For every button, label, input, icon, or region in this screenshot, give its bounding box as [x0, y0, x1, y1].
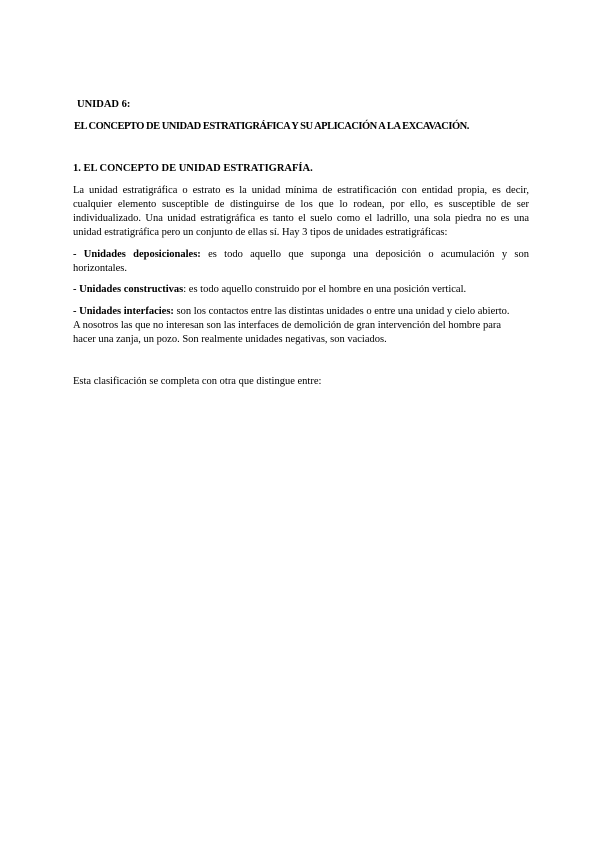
- type-interfacies-term: - Unidades interfacies:: [73, 306, 174, 317]
- type-interfacies-line-3: hacer una zanja, un pozo. Son realmente unidades negativas, son vaciados.: [73, 334, 387, 345]
- type-deposicionales-term: - Unidades deposicionales:: [73, 249, 201, 260]
- intro-line-3: individualizado. Una unidad estratigráfica es tanto el suelo como el ladrillo, una sola piedra no es una: [73, 213, 529, 224]
- intro-line-1: La unidad estratigráfica o estrato es la unidad mínima de estratificación con entidad propia, es decir,: [73, 185, 529, 196]
- intro-line-4: unidad estratigráfica pero un conjunto de ellas sí. Hay 3 tipos de unidades estratigráficas:: [73, 227, 448, 238]
- type-interfacies-line-2: A nosotros las que no interesan son las interfaces de demolición de gran intervención del hombre para: [73, 320, 502, 331]
- type-deposicionales-continuation: horizontales.: [73, 263, 127, 274]
- section-title: 1. EL CONCEPTO DE UNIDAD ESTRATIGRAFÍA.: [73, 163, 313, 174]
- type-constructivas-term: - Unidades constructivas: [73, 284, 184, 295]
- type-constructivas-text: : es todo aquello construido por el hombre en una posición vertical.: [183, 284, 467, 295]
- unit-title: EL CONCEPTO DE UNIDAD ESTRATIGRÁFICA Y SU APLICACIÓN A LA EXCAVACIÓN.: [74, 121, 469, 132]
- closing-paragraph: Esta clasificación se completa con otra que distingue entre:: [73, 376, 322, 387]
- intro-line-2: cualquier elemento susceptible de distinguirse de los que lo rodean, por ello, es susceptible de ser: [73, 199, 529, 210]
- unit-label: UNIDAD 6:: [77, 99, 131, 110]
- type-constructivas: [73, 283, 466, 297]
- type-interfacies-text: son los contactos entre las distintas unidades o entre una unidad y cielo abierto.: [173, 306, 510, 317]
- type-interfacies: [73, 305, 510, 319]
- type-deposicionales: [73, 248, 529, 262]
- type-deposicionales-text: es todo aquello que suponga una deposición o acumulación y son: [200, 249, 529, 260]
